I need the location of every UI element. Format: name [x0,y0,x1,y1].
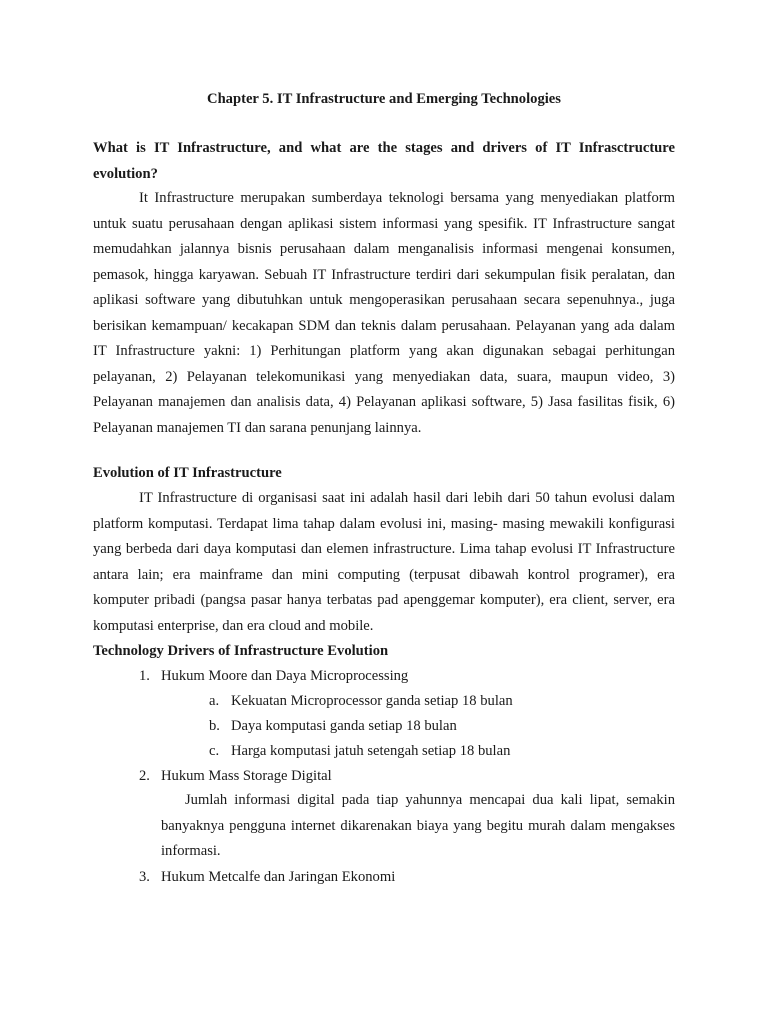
list-item [139,764,332,790]
list-item-text: Hukum Metcalfe dan Jaringan Ekonomi [161,869,396,885]
list-number: 2. [139,768,150,784]
intro-paragraph: It Infrastructure merupakan sumberdaya teknologi bersama yang menyediakan platform untuk suatu perusahaan dengan aplikasi sistem informasi yang spesifik. IT Infrastructure sangat memudahkan jalannya bisnis perusahaan dalam menganalisis informasi mengenai konsumen, pemasok, hingga karyawan. Sebuah IT Infrastructure terdiri dari sekumpulan fisik peralatan, dan aplikasi software yang dibutuhkan untuk mengoperasikan perusahaan secara sepenuhnya., juga berisikan kemampuan/ kecakapan SDM dan teknis dalam perusahaan. Pelayanan yang ada dalam IT Infrastructure yakni: 1) Perhitungan platform yang akan digunakan sebagai perhitungan pelayanan, 2) Pelayanan telekomunikasi yang menyediakan data, suara, maupun video, 3) Pelayanan manajemen dan analisis data, 4) Pelayanan aplikasi software, 5) Jasa fasilitas fisik, 6) Pelayanan manajemen TI dan sarana penunjang lainnya. [93,190,675,436]
list-item [139,664,408,690]
sub-list-item [209,689,513,715]
list-item-text: Hukum Moore dan Daya Microprocessing [161,668,409,684]
list-number: 1. [139,668,150,684]
sub-list-letter: c. [209,743,220,759]
section-heading-drivers: Technology Drivers of Infrastructure Evolution [93,643,389,659]
list-item [139,865,395,891]
section-heading-evolution: Evolution of IT Infrastructure [93,465,282,481]
mass-storage-paragraph: Jumlah informasi digital pada tiap yahunnya mencapai dua kali lipat, semakin banyaknya pengguna internet dikarenakan biaya yang begitu murah dalam mengakses informasi. [161,792,675,859]
sub-list-text: Daya komputasi ganda setiap 18 bulan [231,718,457,734]
list-item-text: Hukum Mass Storage Digital [161,768,332,784]
evolution-paragraph: IT Infrastructure di organisasi saat ini adalah hasil dari lebih dari 50 tahun evolusi dalam platform komputasi. Terdapat lima tahap dalam evolusi ini, masing- masing mewakili konfigurasi yang berbeda dari daya komputasi dan elemen infrastructure. Lima tahap evolusi IT Infrastructure antara lain; era mainframe dan mini computing (terpusat dibawah kontrol programer), era komputer pribadi (pangsa pasar hanya terbatas pad apenggemar komputer), era client, server, era komputasi enterprise, dan era cloud and mobile. [93,490,675,634]
sub-list-letter: b. [209,718,220,734]
question-heading: What is IT Infrastructure, and what are the stages and drivers of IT Infrasctructure evolution? [93,140,675,182]
page-title: Chapter 5. IT Infrastructure and Emerging Technologies [207,91,561,107]
sub-list-item [209,739,510,765]
sub-list-text: Kekuatan Microprocessor ganda setiap 18 bulan [231,693,513,709]
sub-list-text: Harga komputasi jatuh setengah setiap 18 bulan [231,743,511,759]
sub-list-item [209,714,457,740]
document-page [93,0,675,1024]
list-number: 3. [139,869,150,885]
sub-list-letter: a. [209,693,220,709]
